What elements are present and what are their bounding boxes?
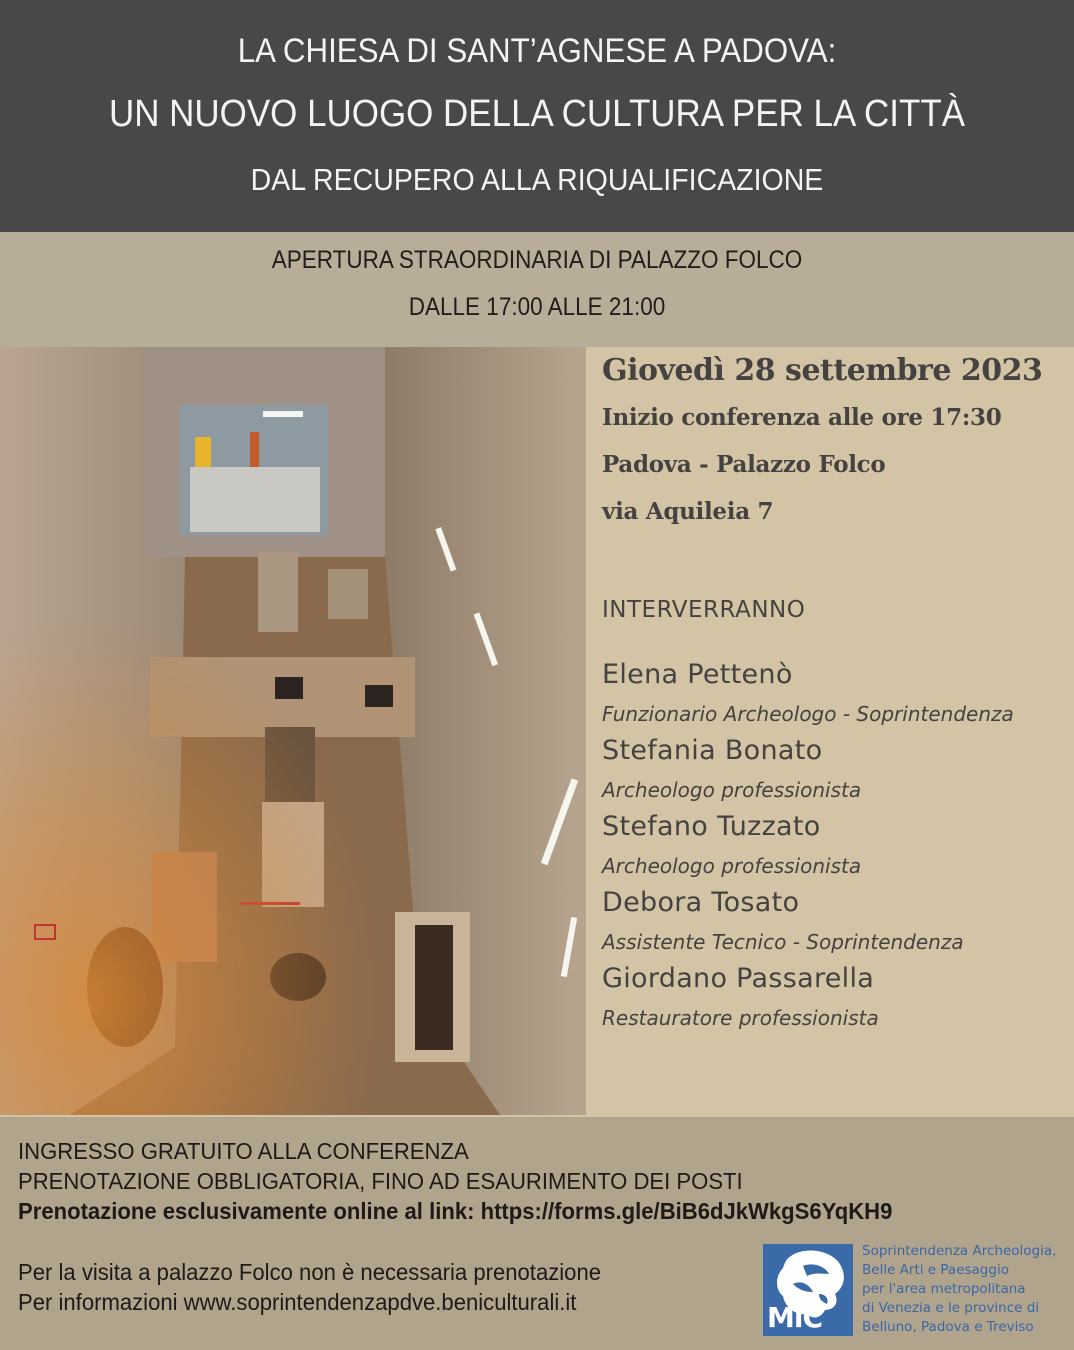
- info-website-link[interactable]: Per informazioni www.soprintendenzapdve.beniculturali.it: [18, 1289, 577, 1315]
- speaker-name: Giordano Passarella: [602, 963, 875, 994]
- logo-text-line: per l'area metropolitana: [862, 1281, 1026, 1297]
- speaker-item: [602, 811, 861, 878]
- speaker-role: Archeologo professionista: [602, 778, 862, 802]
- excavation-photo: [0, 347, 586, 1115]
- logo-text-line: di Venezia e le province di: [862, 1300, 1040, 1316]
- subtitle: DAL RECUPERO ALLA RIQUALIFICAZIONE: [250, 162, 824, 197]
- poster-header: [0, 0, 1074, 232]
- event-place: Padova - Palazzo Folco: [602, 451, 886, 478]
- speaker-role: Assistente Tecnico - Soprintendenza: [602, 930, 964, 954]
- logo-text-line: Soprintendenza Archeologia,: [862, 1243, 1057, 1259]
- title-line-1: LA CHIESA DI SANT’AGNESE A PADOVA:: [237, 32, 837, 70]
- speaker-name: Elena Pettenò: [602, 659, 793, 690]
- speaker-role: Archeologo professionista: [602, 854, 862, 878]
- speaker-name: Debora Tosato: [602, 887, 800, 918]
- speaker-item: [602, 659, 1014, 726]
- logo-text-line: Belle Arti e Paesaggio: [862, 1262, 1009, 1278]
- excavation-photo-icon: [0, 347, 586, 1115]
- mic-wordmark: MiC: [767, 1301, 823, 1334]
- logo-institution-name: [862, 1242, 1056, 1337]
- free-entry-notice: INGRESSO GRATUITO ALLA CONFERENZA: [18, 1138, 469, 1164]
- event-date: Giovedì 28 settembre 2023: [602, 353, 1043, 388]
- speaker-item: [602, 735, 861, 802]
- speaker-item: [602, 887, 964, 954]
- booking-required-notice: PRENOTAZIONE OBBLIGATORIA, FINO AD ESAURIMENTO DEI POSTI: [18, 1168, 743, 1194]
- event-address: via Aquileia 7: [602, 498, 774, 525]
- booking-link[interactable]: Prenotazione esclusivamente online al link: https://forms.gle/BiB6dJkWkgS6YqKH9: [18, 1198, 893, 1224]
- speaker-item: [602, 963, 879, 1030]
- speakers-heading: INTERVERRANNO: [602, 597, 806, 623]
- speaker-role: Restauratore professionista: [602, 1006, 879, 1030]
- mic-logo-icon: [763, 1244, 853, 1336]
- title-line-2: UN NUOVO LUOGO DELLA CULTURA PER LA CITTÀ: [108, 93, 966, 135]
- opening-hours: DALLE 17:00 ALLE 21:00: [408, 293, 666, 321]
- visit-note: Per la visita a palazzo Folco non è necessaria prenotazione: [18, 1259, 602, 1285]
- speaker-name: Stefano Tuzzato: [602, 811, 821, 842]
- poster-footer: [0, 1117, 1074, 1350]
- opening-line-1: APERTURA STRAORDINARIA DI PALAZZO FOLCO: [271, 246, 803, 274]
- logo-text-line: Belluno, Padova e Treviso: [862, 1319, 1034, 1335]
- speaker-role: Funzionario Archeologo - Soprintendenza: [602, 702, 1014, 726]
- speaker-name: Stefania Bonato: [602, 735, 823, 766]
- opening-band: [0, 232, 1074, 347]
- event-start-time: Inizio conferenza alle ore 17:30: [602, 404, 1002, 431]
- main-section: [0, 347, 1074, 1117]
